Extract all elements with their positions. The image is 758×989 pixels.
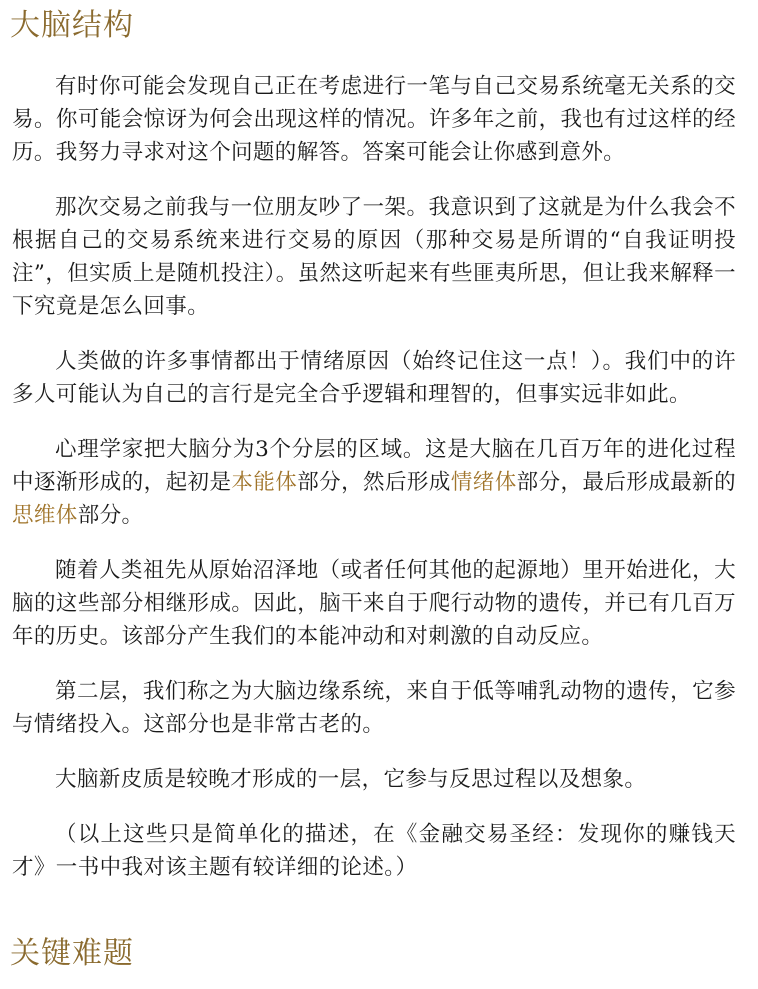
paragraph-8: （以上这些只是简单化的描述，在《金融交易圣经：发现你的赚钱天才》一书中我对该主题有较详细的论述。）	[12, 822, 736, 880]
paragraph-3: 人类做的许多事情都出于情绪原因（始终记住这一点！）。我们中的许多人可能认为自己的言行是完全合乎逻辑和理智的，但事实远非如此。	[12, 349, 736, 407]
term-emotion-body: 情绪体	[450, 470, 517, 495]
paragraph-6: 第二层，我们称之为大脑边缘系统，来自于低等哺乳动物的遗传，它参与情绪投入。这部分也是非常古老的。	[12, 679, 736, 737]
paragraph-4	[12, 433, 736, 532]
paragraph-4-text-1: 心理学家把大脑分为3个分层的区域。这是大脑在几百万年的进化过程中逐渐形成的，起初是	[12, 437, 736, 495]
paragraph-4-text-3: 部分，最后形成最新的	[516, 470, 736, 495]
paragraph-4-text-4: 部分。	[77, 503, 144, 528]
term-thinking-body: 思维体	[12, 503, 78, 528]
paragraph-7: 大脑新皮质是较晚才形成的一层，它参与反思过程以及想象。	[55, 767, 647, 792]
paragraph-5: 随着人类祖先从原始沼泽地（或者任何其他的起源地）里开始进化，大脑的这些部分相继形成。因此，脑干来自于爬行动物的遗传，并已有几百万年的历史。该部分产生我们的本能冲动和对刺激的自动反应。	[12, 558, 736, 649]
term-instinct-body: 本能体	[231, 470, 298, 495]
paragraph-4-text-2: 部分，然后形成	[297, 470, 451, 495]
document-body	[12, 70, 736, 906]
paragraph-1: 有时你可能会发现自己正在考虑进行一笔与自己交易系统毫无关系的交易。你可能会惊讶为何会出现这样的情况。许多年之前，我也有过这样的经历。我努力寻求对这个问题的解答。答案可能会让你感到意外。	[12, 74, 736, 165]
section-heading-key-problem: 关键难题	[10, 936, 134, 971]
section-heading-brain-structure: 大脑结构	[10, 8, 134, 43]
paragraph-2: 那次交易之前我与一位朋友吵了一架。我意识到了这就是为什么我会不根据自己的交易系统来进行交易的原因（那种交易是所谓的“自我证明投注”，但实质上是随机投注）。虽然这听起来有些匪夷所思，但让我来解释一下究竟是怎么回事。	[12, 195, 736, 319]
